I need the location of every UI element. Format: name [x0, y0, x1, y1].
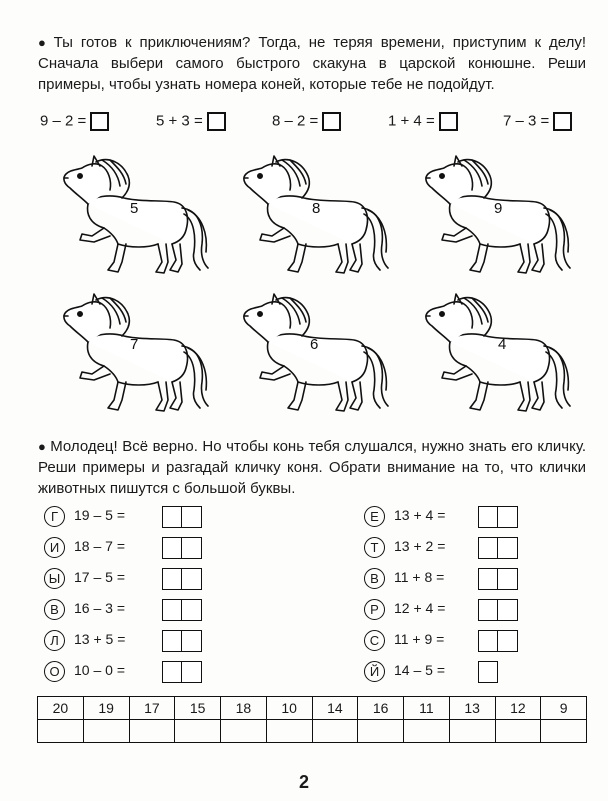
answer-cells[interactable]	[478, 599, 518, 621]
letter-circle: Л	[44, 630, 65, 651]
task-expression: 13 + 4 =	[394, 507, 446, 523]
example	[503, 112, 572, 131]
example	[272, 112, 341, 131]
horse-number: 7	[130, 336, 139, 353]
key-number: 12	[495, 697, 541, 720]
example	[156, 112, 226, 131]
letter-circle: С	[364, 630, 385, 651]
horse-number: 8	[312, 200, 321, 217]
letter-task	[364, 506, 564, 530]
letter-circle: Т	[364, 537, 385, 558]
answer-cells[interactable]	[162, 506, 202, 528]
key-number: 16	[358, 697, 404, 720]
key-letter-cell[interactable]	[266, 720, 312, 743]
task-expression: 17 – 5 =	[74, 569, 125, 585]
key-letter-cell[interactable]	[83, 720, 129, 743]
answer-box[interactable]	[553, 112, 572, 131]
key-number: 9	[541, 697, 587, 720]
key-number: 15	[175, 697, 221, 720]
key-number: 19	[83, 697, 129, 720]
horse-card	[232, 144, 392, 279]
letter-circle: Й	[364, 661, 385, 682]
task-expression: 13 + 5 =	[74, 631, 126, 647]
key-number: 14	[312, 697, 358, 720]
intro-paragraph	[38, 32, 586, 95]
answer-cells[interactable]	[478, 630, 518, 652]
key-letter-cell[interactable]	[495, 720, 541, 743]
key-number: 18	[221, 697, 267, 720]
letter-task	[364, 630, 564, 654]
key-number: 20	[38, 697, 84, 720]
example-expression: 8 – 2 =	[272, 112, 319, 130]
answer-box[interactable]	[207, 112, 226, 131]
horse-number: 4	[498, 336, 507, 353]
horse-number: 5	[130, 200, 139, 217]
task-expression: 11 + 9 =	[394, 631, 445, 647]
section2-paragraph	[38, 436, 586, 499]
horse-card	[232, 282, 392, 417]
answer-box[interactable]	[90, 112, 109, 131]
task-expression: 19 – 5 =	[74, 507, 125, 523]
answer-cells[interactable]	[478, 661, 498, 683]
key-letter-cell[interactable]	[221, 720, 267, 743]
key-number: 10	[266, 697, 312, 720]
letter-circle: В	[364, 568, 385, 589]
answer-cells[interactable]	[162, 537, 202, 559]
key-letter-cell[interactable]	[358, 720, 404, 743]
letter-circle: В	[44, 599, 65, 620]
horse-card	[414, 144, 574, 279]
letter-task	[44, 537, 244, 561]
answer-cells[interactable]	[162, 568, 202, 590]
key-letters-row	[38, 720, 587, 743]
task-expression: 11 + 8 =	[394, 569, 445, 585]
key-letter-cell[interactable]	[129, 720, 175, 743]
answer-cells[interactable]	[478, 568, 518, 590]
section2-text: Молодец! Всё верно. Но чтобы конь тебя слушался, нужно знать его кличку. Реши примеры и разгадай кличку коня. Обрати внимание на то, что клички животных пишутся с большой буквы.	[38, 438, 586, 497]
horse-card	[52, 282, 212, 417]
task-expression: 12 + 4 =	[394, 600, 446, 616]
example	[40, 112, 109, 131]
letter-task	[364, 661, 564, 685]
examples-row	[40, 112, 590, 136]
key-number: 11	[404, 697, 450, 720]
example-expression: 7 – 3 =	[503, 112, 550, 130]
letter-task	[44, 568, 244, 592]
letter-circle: И	[44, 537, 65, 558]
answer-key-table	[37, 696, 587, 743]
horse-illustration	[414, 282, 574, 417]
example-expression: 1 + 4 =	[388, 112, 435, 130]
letter-circle: Р	[364, 599, 385, 620]
page-number: 2	[298, 772, 309, 792]
key-number: 13	[449, 697, 495, 720]
answer-box[interactable]	[322, 112, 341, 131]
bullet-icon: ●	[38, 35, 50, 50]
letter-task	[364, 568, 564, 592]
task-expression: 13 + 2 =	[394, 538, 446, 554]
horse-card	[414, 282, 574, 417]
letter-circle: Е	[364, 506, 385, 527]
example	[388, 112, 458, 131]
example-expression: 5 + 3 =	[156, 112, 203, 130]
example-expression: 9 – 2 =	[40, 112, 87, 130]
key-number: 17	[129, 697, 175, 720]
key-letter-cell[interactable]	[175, 720, 221, 743]
letter-task	[44, 506, 244, 530]
letter-task	[44, 599, 244, 623]
task-expression: 14 – 5 =	[394, 662, 445, 678]
key-numbers-row	[38, 697, 587, 720]
letter-task	[364, 599, 564, 623]
answer-cells[interactable]	[162, 661, 202, 683]
answer-cells[interactable]	[478, 537, 518, 559]
key-letter-cell[interactable]	[541, 720, 587, 743]
letter-task	[44, 661, 244, 685]
task-expression: 18 – 7 =	[74, 538, 125, 554]
intro-text: Ты готов к приключениям? Тогда, не теряя времени, приступим к делу! Сначала выбери самого быстрого скакуна в царской конюшне. Реши примеры, чтобы узнать номера коней, которые тебе не подойдут.	[38, 34, 586, 93]
horse-card	[52, 144, 212, 279]
letter-task	[44, 630, 244, 654]
horse-number: 9	[494, 200, 503, 217]
letter-circle: Г	[44, 506, 65, 527]
horse-number: 6	[310, 336, 319, 353]
key-letter-cell[interactable]	[449, 720, 495, 743]
task-expression: 10 – 0 =	[74, 662, 125, 678]
key-letter-cell[interactable]	[312, 720, 358, 743]
answer-cells[interactable]	[478, 506, 518, 528]
letter-task	[364, 537, 564, 561]
letter-circle: О	[44, 661, 65, 682]
answer-cells[interactable]	[162, 630, 202, 652]
answer-box[interactable]	[439, 112, 458, 131]
key-letter-cell[interactable]	[404, 720, 450, 743]
key-letter-cell[interactable]	[38, 720, 84, 743]
task-expression: 16 – 3 =	[74, 600, 125, 616]
letter-circle: Ы	[44, 568, 65, 589]
answer-cells[interactable]	[162, 599, 202, 621]
bullet-icon: ●	[38, 439, 47, 454]
